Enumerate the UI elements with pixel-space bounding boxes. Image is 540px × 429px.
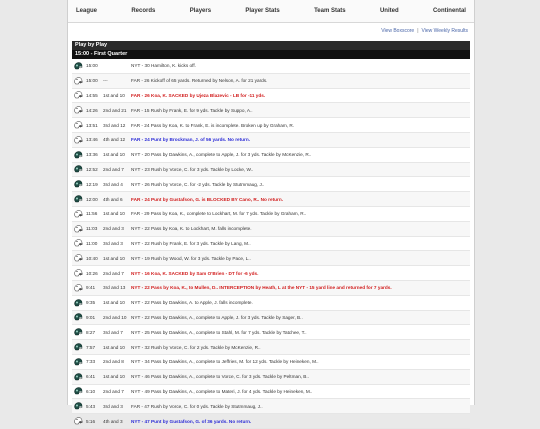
play-description: NYT - 19 Rush by Wood, W. for 3 yds. Tackle by Pace, L.. [131, 255, 251, 261]
play-row [72, 251, 470, 266]
far-helmet-icon [73, 224, 83, 234]
nyt-helmet-icon [73, 386, 83, 396]
play-description: NYT - 22 Pass by Koa, K., to Mullen, D.. INTERCEPTION by Heath, L at the NYT - 15 yard line and returned for 7 yards. [131, 285, 392, 291]
far-helmet-icon [73, 209, 83, 219]
play-time: 14:26 [86, 107, 98, 113]
play-description: NYT - 23 Rush by Vorce, C. for 3 yds. Tackle by Locke, W.. [131, 166, 254, 172]
play-row [72, 296, 470, 311]
play-down-distance: 3rd and 4 [103, 181, 123, 187]
play-time: 14:55 [86, 92, 98, 98]
play-description: FAR - 15 Rush by Frank, E. for 9 yds. Tackle by Suppo, A.. [131, 107, 253, 113]
play-down-distance: 1st and 10 [103, 92, 125, 98]
play-down-distance: 1st and 10 [103, 255, 125, 261]
play-row [72, 177, 470, 192]
play-time: 7:57 [86, 344, 96, 350]
play-row [72, 266, 470, 281]
play-row [72, 103, 470, 118]
play-description: FAR - 24 Punt by Gustafson, G. is BLOCKED BY Cano, R.. No return. [131, 196, 284, 202]
nyt-helmet-icon [73, 401, 83, 411]
far-helmet-icon [73, 283, 83, 293]
nav-item-players[interactable]: Players [189, 8, 212, 14]
play-row [72, 222, 470, 237]
play-row [72, 74, 470, 89]
play-description: FAR - 24 Punt by Brockman, J. of 56 yards. No return. [131, 137, 251, 143]
play-row [72, 385, 470, 400]
nav-item-records[interactable]: Records [131, 8, 156, 14]
play-down-distance: 2nd and 3 [103, 226, 124, 232]
nav-item-continental[interactable]: Continental [432, 8, 466, 14]
link-separator: | [417, 28, 419, 34]
play-description: NYT - 26 Rush by Vorce, C. for -2 yds. Tackle by Stutmmaug, J.. [131, 181, 265, 187]
play-time: 12:19 [86, 181, 98, 187]
play-description: NYT - 22 Pass by Dawkins, A. to Apple, J. falls incomplete. [131, 300, 253, 306]
play-down-distance: 4th and 12 [103, 137, 126, 143]
nav-item-player-stats[interactable]: Player Stats [245, 8, 280, 14]
nyt-helmet-icon [73, 372, 83, 382]
play-description: NYT - 47 Punt by Gustafson, G. of 36 yards. No return. [131, 418, 252, 424]
far-helmet-icon [73, 238, 83, 248]
play-time: 10:40 [86, 255, 98, 261]
play-time: 10:26 [86, 270, 98, 276]
play-down-distance: 3rd and 3 [103, 403, 123, 409]
play-description: NYT - 34 Pass by Dawkins, A., complete to Jeffries, M. for 12 yds. Tackle by Heineken, M.. [131, 359, 319, 365]
play-row [72, 370, 470, 385]
play-row [72, 148, 470, 163]
play-time: 6:41 [86, 374, 96, 380]
nyt-helmet-icon [73, 61, 83, 71]
play-row [72, 355, 470, 370]
play-time: 8:27 [86, 329, 96, 335]
play-description: NYT - 22 Rush by Frank, E. for 3 yds. Tackle by Lang, M.. [131, 240, 251, 246]
play-description: NYT - 49 Pass by Dawkins, A., complete to Materi, J. for 4 yds. Tackle by Heineken, M.. [131, 388, 313, 394]
play-time: 11:56 [86, 211, 98, 217]
play-time: 11:00 [86, 240, 98, 246]
play-description: FAR - 29 Pass by Koa, K., complete to Lockhart, M. for 7 yds. Tackle by Graham, R.. [131, 211, 307, 217]
play-time: 9:35 [86, 300, 96, 306]
play-down-distance: 3rd and 13 [103, 285, 126, 291]
play-description: FAR - 26 Koa, K. SACKED by Ujeza Blazevic - LB for -11 yds. [131, 92, 266, 98]
play-description: FAR - 24 Pass by Koa, K. to Frank, E. is incomplete. Broken up by Graham, R. [131, 122, 295, 128]
nyt-helmet-icon [73, 298, 83, 308]
play-description: NYT - 32 Rush by Vorce, C. for 2 yds. Tackle by McKenzie, R.. [131, 344, 261, 350]
play-down-distance: 3rd and 7 [103, 329, 123, 335]
play-down-distance: 1st and 10 [103, 211, 125, 217]
play-row [72, 133, 470, 148]
far-helmet-icon [73, 120, 83, 130]
play-list [72, 59, 470, 429]
play-down-distance: 2nd and 7 [103, 270, 124, 276]
nyt-helmet-icon [73, 357, 83, 367]
far-helmet-icon [73, 253, 83, 263]
play-down-distance: 2nd and 10 [103, 314, 127, 320]
play-description: FAR - 47 Rush by Vorce, C. for 0 yds. Tackle by Stutmmaug, J.. [131, 403, 263, 409]
nav-item-team-stats[interactable]: Team Stats [314, 8, 346, 14]
play-row [72, 207, 470, 222]
far-helmet-icon [73, 76, 83, 86]
play-time: 9:01 [86, 314, 96, 320]
nyt-helmet-icon [73, 327, 83, 337]
play-time: 13:36 [86, 152, 98, 158]
play-down-distance: 2nd and 21 [103, 107, 127, 113]
far-helmet-icon [73, 268, 83, 278]
play-down-distance: 1st and 10 [103, 152, 125, 158]
play-time: 11:03 [86, 226, 98, 232]
play-time: 9:41 [86, 285, 96, 291]
play-row [72, 325, 470, 340]
play-row [72, 118, 470, 133]
quarter-header: 15:00 - First Quarter [72, 50, 470, 59]
far-helmet-icon [73, 90, 83, 100]
play-down-distance: 3rd and 3 [103, 240, 123, 246]
nyt-helmet-icon [73, 164, 83, 174]
far-helmet-icon [73, 135, 83, 145]
nyt-helmet-icon [73, 194, 83, 204]
game-page [67, 0, 475, 424]
play-row [72, 414, 470, 429]
play-row [72, 311, 470, 326]
play-time: 6:10 [86, 388, 96, 394]
result-links [68, 23, 474, 41]
nyt-helmet-icon [73, 179, 83, 189]
view-boxscore-link[interactable]: View Boxscore [381, 28, 415, 34]
play-down-distance: 2nd and 7 [103, 388, 124, 394]
play-down-distance: 1st and 10 [103, 300, 125, 306]
play-time: 13:46 [86, 137, 98, 143]
far-helmet-icon [73, 416, 83, 426]
play-down-distance: 3rd and 12 [103, 122, 126, 128]
view-weekly-results-link[interactable]: View Weekly Results [421, 28, 468, 34]
top-navigation [68, 0, 474, 23]
play-down-distance: --- [103, 78, 108, 84]
play-down-distance: 2nd and 8 [103, 359, 124, 365]
play-description: NYT - 22 Pass by Koa, K. to Lockhart, M. falls incomplete. [131, 226, 252, 232]
play-time: 5:16 [86, 418, 96, 424]
play-row [72, 340, 470, 355]
play-row [72, 89, 470, 104]
play-row [72, 59, 470, 74]
play-down-distance: 4th and 6 [103, 196, 123, 202]
play-description: NYT - 20 Pass by Dawkins, A., complete to Apple, J. for 3 yds. Tackle by McKenzie, R.. [131, 152, 312, 158]
play-description: NYT - 46 Pass by Dawkins, A., complete to Vorce, C. for 3 yds. Tackle by Peltman, B.. [131, 374, 310, 380]
play-row [72, 237, 470, 252]
play-row [72, 163, 470, 178]
play-down-distance: 2nd and 7 [103, 166, 124, 172]
play-by-play-header: Play by Play [72, 41, 470, 50]
play-time: 12:00 [86, 196, 98, 202]
play-description: NYT - 16 Koa, K. SACKED by Sam O'Brien - DT for -6 yds. [131, 270, 259, 276]
play-down-distance: 1st and 10 [103, 344, 125, 350]
nav-item-united[interactable]: United [379, 8, 399, 14]
play-description: NYT - 30 Hamilton, K. kicks off. [131, 63, 196, 69]
play-row [72, 281, 470, 296]
nav-item-league[interactable]: League [76, 8, 98, 14]
play-row [72, 192, 470, 207]
play-time: 15:00 [86, 63, 98, 69]
nyt-helmet-icon [73, 342, 83, 352]
play-down-distance: 4th and 3 [103, 418, 123, 424]
play-description: NYT - 22 Pass by Dawkins, A., complete to Apple, J. for 3 yds. Tackle by Sager, B.. [131, 314, 303, 320]
play-time: 15:00 [86, 78, 98, 84]
play-down-distance: 1st and 10 [103, 374, 125, 380]
play-description: NYT - 25 Pass by Dawkins, A., complete to Stahl, M. for 7 yds. Tackle by Tatchee, T.. [131, 329, 307, 335]
play-time: 7:33 [86, 359, 96, 365]
nyt-helmet-icon [73, 312, 83, 322]
nyt-helmet-icon [73, 150, 83, 160]
far-helmet-icon [73, 105, 83, 115]
play-row [72, 399, 470, 414]
play-time: 13:51 [86, 122, 98, 128]
play-time: 5:43 [86, 403, 96, 409]
play-description: FAR - 26 Kickoff of 65 yards. Returned by Nelson, A. for 21 yards. [131, 78, 268, 84]
play-time: 12:52 [86, 166, 98, 172]
